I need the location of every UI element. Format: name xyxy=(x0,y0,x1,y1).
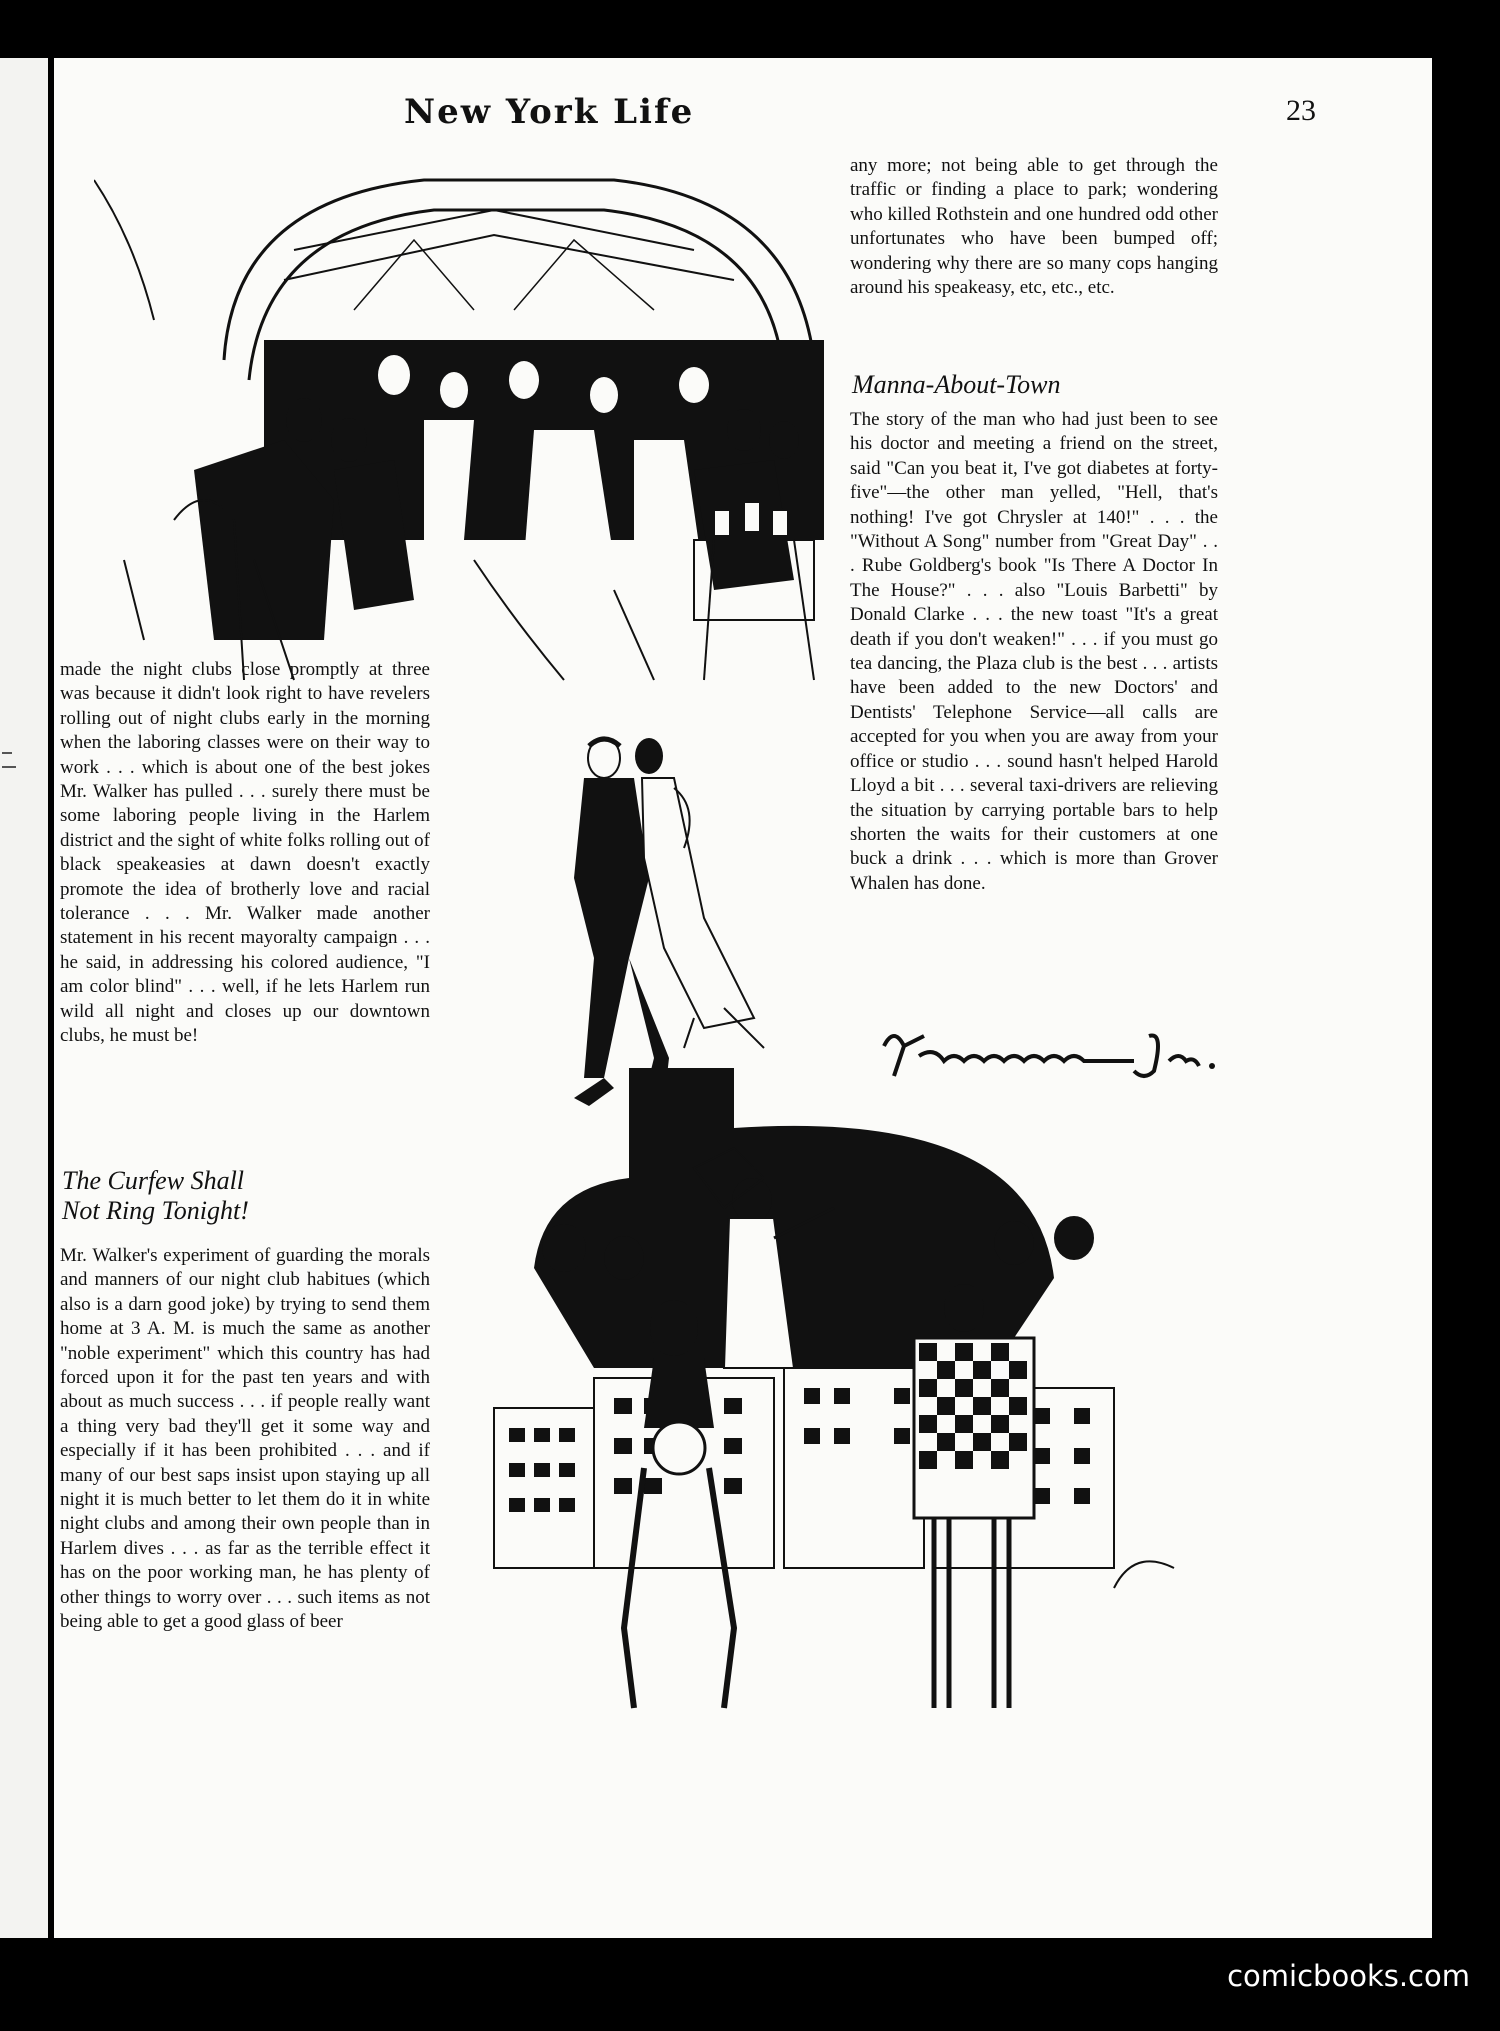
left-column-paragraph-2: Mr. Walker's experiment of guarding the morals and manners of our night club habitues (which also is a darn good joke) by trying to send them home at 3 A. M. is much the same as another "noble experiment" which this country has had forced upon it for the past ten years and with about as much success . . . if people really want a thing very bad they'll get it some way and especially if it has been prohibited . . . and if many of our best saps insist upon staying up all night it is much better to let them do it in white night clubs and among their own people than in Harlem dives . . . as far as the terrible effect it has on the poor working man, he has plenty of other things to worry over . . . such items as not being able to get a good glass of beer xyxy=(60,1245,430,1633)
subhead-manna-about-town: Manna-About-Town xyxy=(852,370,1061,399)
subhead-curfew-line-2: Not Ring Tonight! xyxy=(62,1196,249,1225)
dancing-couple-illustration xyxy=(534,718,824,1118)
previous-page-edge xyxy=(0,58,48,1938)
subhead-curfew-line-1: The Curfew Shall xyxy=(62,1166,245,1195)
left-column-text xyxy=(60,658,430,1049)
right-column-text-2 xyxy=(850,408,1218,896)
watermark: comicbooks.com xyxy=(1227,1959,1470,1993)
right-column-text xyxy=(850,154,1218,300)
right-column-paragraph-1: any more; not being able to get through the traffic or finding a place to park; wondering who killed Rothstein and one hundred odd other unfortunates who have been bumped off; wondering why there are so many cops hanging around his speakeasy, etc, etc., etc. xyxy=(850,155,1218,299)
subhead-curfew xyxy=(62,1166,422,1226)
right-column-paragraph-2: The story of the man who had just been to see his doctor and meeting a friend on the street, said "Can you beat it, I've got diabetes at forty-five"—the other man yelled, "Hell, that's nothing! I've got Chrysler at 140!" . . . the "Without A Song" number from "Great Day" . . . Rube Goldberg's book "Is There A Doctor In The House?" . . . also "Louis Barbetti" by Donald Clarke . . . the new toast "It's a great death if you don't weaken!" . . . if you must go tea dancing, the Plaza club is the best . . . artists have been added to the new Doctors' and Dentists' Telephone Service—all calls are accepted for you when you are away from your office or studio . . . sound hasn't helped Harold Lloyd a bit . . . several taxi-drivers are relieving the situation by carrying portable bars to help shorten the waits for their customers at one buck a drink . . . which is more than Grover Whalen has done. xyxy=(850,409,1218,894)
page-header-title: New York Life xyxy=(404,92,695,132)
page-edge-mark xyxy=(2,766,16,768)
page-edge-mark xyxy=(2,752,12,754)
left-column-text-2 xyxy=(60,1244,430,1635)
magazine-page xyxy=(54,58,1432,1938)
page-number: 23 xyxy=(1286,94,1316,127)
left-column-paragraph-1: made the night clubs close promptly at three was because it didn't look right to have revelers rolling out of night clubs early in the morning when the laboring classes were on their way to work . . . which is about one of the best jokes Mr. Walker has pulled . . . surely there must be some laboring people living in the Harlem district and the sight of white folks rolling out of black speakeasies at dawn doesn't exactly promote the idea of brotherly love and racial tolerance . . . Mr. Walker made another statement in his recent mayoralty campaign . . . he said, in addressing his colored audience, "I am color blind" . . . well, if he lets Harlem run wild all night and closes up our downtown clubs, he must be! xyxy=(60,659,430,1047)
nightclub-crowd-illustration xyxy=(94,140,834,700)
signature xyxy=(864,1016,1244,1086)
harlem-performers-illustration xyxy=(474,1068,1194,1748)
signature-graphic xyxy=(864,1016,1244,1086)
